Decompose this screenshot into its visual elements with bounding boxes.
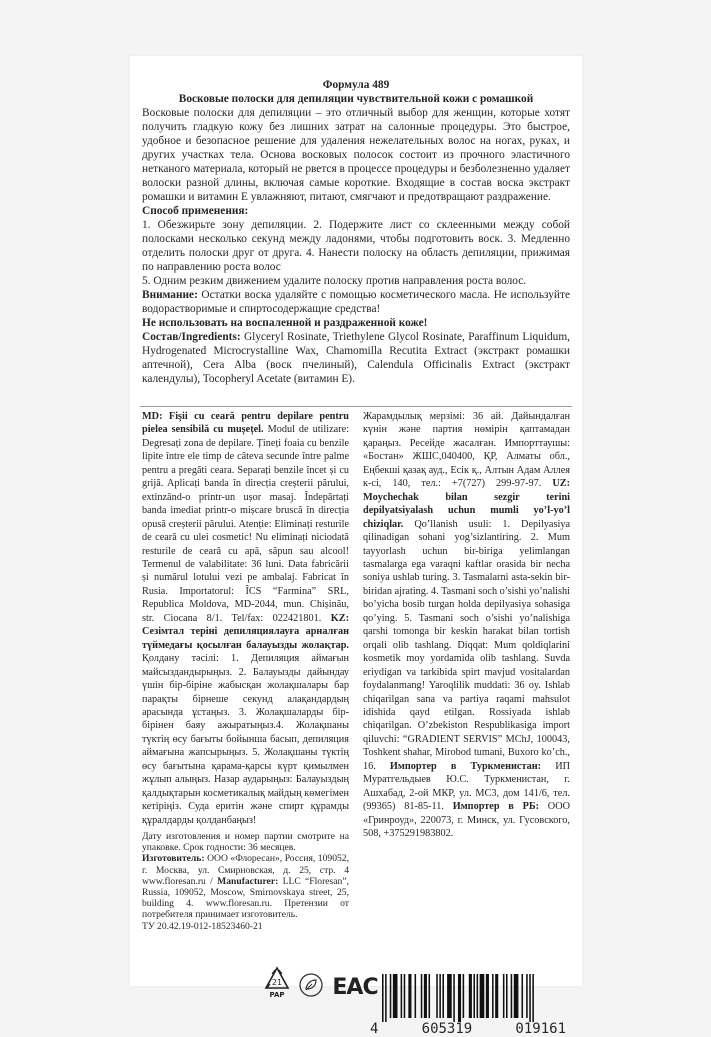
right-column [363,410,570,841]
product-label [130,56,582,1037]
barcode-bar [408,974,411,1018]
barcode-bar [473,974,475,1018]
section-divider [140,406,572,407]
usage-heading: Способ применения: [142,205,249,217]
barcode-bar [385,974,387,1022]
barcode-bar [463,974,465,1018]
md-heading: MD: Fişii cu ceară pentru depilare pentru pielea sensibilă cu mușețel. [142,411,349,436]
barcode-bar [477,974,479,1018]
ingredients-label: Состав/Ingredients: [142,331,241,343]
kz-text-continued: Жарамдылық мерзімі: 36 ай. Дайындалған күнін және партия нөмірін қаптамадан қараңыз. Ресейде жасалған. Импорттаушы: «Бостан» ЖШС,040400, ҚР, Алматы обл., Еңбекші қазақ ауд., Есік қ., Алтын Адам Аллея к-сі, 140, тел.: +7(727) 299-97-97. [363,411,570,490]
product-subtitle: Восковые полоски для депиляции чувствительной кожи с ромашкой [178,93,534,105]
certification-icons [264,966,378,998]
tm-importer-heading: Импортер в Туркменистан: [389,760,542,772]
barcode-bar [526,974,528,1018]
barcode-bar [442,974,444,1018]
by-importer-heading: Импортер в РБ: [452,801,540,813]
usage-step-5: 5. Одним резким движением удалите полоску против направления роста волос. [142,275,527,287]
barcode-bar [393,974,398,1018]
warning-paragraph [142,288,570,316]
usage-steps: 1. Обезжирьте зону депиляции. 2. Подержите лист со склеенными между собой полосками несколько секунд между ладонями, чтобы подготовить воск. 3. Медленно отделить полоски друг от друга. 4. Нанести полоску на область депиляции, прижимая по направлению роста волос [142,219,570,273]
barcode-bar [529,974,531,1022]
manufacturer-block [142,831,349,932]
barcode-bar [495,974,498,1018]
manufacturer-info [142,853,349,920]
warning-bold: Не использовать на воспаленной и раздраженной коже! [142,317,428,329]
barcode-bar [415,974,417,1018]
uz-heading: UZ: Moychechak bilan sezgir terini depilyatsiyalash uchun mumli yo’l-yo’l chiziqlar. [363,478,570,530]
manufacturer-text-en: LLC “Floresan”, Russia, 109052, Moscow, Smirnovskaya street, 25, building 4. www.floresan.ru. Претензии от потребителя принимает изготовитель. [142,875,350,921]
barcode-bar [424,974,427,1018]
tech-spec-code: ТУ 20.42.19-012-18523460-21 [142,920,263,932]
barcode-bar [447,974,452,1018]
manufacturer-label-en: Manufacturer: [217,875,279,887]
ingredients-text: Glyceryl Rosinate, Triethylene Glycol Rosinate, Paraffinum Liquidum, Hydrogenated Microcrystalline Wax, Chamomilla Recutita Extract (экстракт ромашки аптечной), Cera Alba (воск пчелиный), Calendula Officinalis Extract (экстракт календулы), Tocopheryl Acetate (витамин Е). [142,331,570,385]
barcode-bar [522,974,524,1018]
barcode-digit-prefix: 4 [370,1021,379,1037]
manufacturer-label: Изготовитель: [142,853,205,865]
eco-leaf-icon [298,972,324,998]
barcode [368,974,568,1037]
tm-importer-text: ИП Муратгельдыев Ю.С. Туркменистан, г. Ашхабад, 2-ой МКР, ул. МС3, дом 141/6, тел. (99365) 81-85-11. [363,760,570,813]
kz-text: Қолдану тәсілі: 1. Депиляция аймағын майсыздандырыңыз. 2. Балауызды дайындау үшін бір-біріне жабысқан жолақшалары бар парақты бірнеше секунд алақандардың арасында ұстаңыз. 3. Жолақшаларды бір-бірінен баяу ажыратыңыз.4. Жолақшаны түктің өсу бағыты бойынша басып, депиляция аймағына жапсырыңыз. 5. Жолақшаны түктің өсу бағытына қарама-қарсы күрт қимылмен жұлып алыңыз. Назар аударыңыз: Балауыздың қалдықтарын косметикалық майдың көмегімен кетіріңіз. Суда еритін және спирт құрамды құралдарды қолданбаңыз! [142,653,349,826]
barcode-bar [503,974,505,1018]
barcode-bar [404,974,406,1018]
barcode-bar [421,974,423,1018]
barcode-bar [480,974,485,1018]
product-title: Формула 489 [322,79,390,91]
md-text: Modul de utilizare: Degresați zona de depilare. Țineți foaia cu benzile lipite între ele timp de câteva secunde între palme pentru a pregăti ceara. Separați benzile încet și cu grijă. Aplicați banda în direcția creșterii părului, extinzând-o printr-un ușor masaj. Îndepărtați banda imediat printr-o mișcare bruscă în direcția opusă creșterii părului. Atenție: Eliminați resturile de ceară cu ulei cosmetic! Nu eliminați niciodată resturile de ceară cu apă, săpun sau alcool! Termenul de valabilitate: 36 luni. Data fabricării și numărul lotului vezi pe ambalaj. Fabricat în Rusia. Importatorul: ÎCS “Farmina” SRL, Republica Moldova, MD-2044, mun. Chișinău, str. Ciocana 8/1. Tel/fax: 022421801. [142,424,349,624]
barcode-bar [401,974,403,1018]
barcode-bar [458,974,461,1022]
barcode-bar [532,974,534,1022]
warning-text: Остатки воска удаляйте с помощью косметического масла. Не используйте водорастворимые и спиртосодержащие средства! [142,289,570,315]
barcode-bar [436,974,438,1018]
barcode-digits-right: 019161 [515,1021,566,1037]
product-description: Восковые полоски для депиляции – это отличный выбор для женщин, которые хотят получить гладкую кожу без лишних затрат на салонные процедуры. Это быстрое, удобное и безопасное решение для удаления нежелательных волос на ногах, руках, и других участках тела. Основа восковых полосок состоит из прочного эластичного нетканого материала, который не рвется в процессе процедуры и безболезненно удаляет волоски разной длины, включая самые короткие. Входящие в состав воска экстракт ромашки и витамин Е увлажняют, питают, смягчают и предотвращают раздражение. [142,107,570,203]
barcode-bar [486,974,489,1018]
barcode-bar [514,974,519,1018]
barcode-bar [390,974,392,1018]
barcode-bar [429,974,431,1018]
ingredients-paragraph [142,330,570,386]
manufacturer-text: ООО «Флоресан», Россия, 109052, г. Москва, ул. Смирновская, д. 25, стр. 4 www.floresan.ru / [142,853,349,887]
barcode-bar [382,974,384,1022]
recycle-icon [264,966,290,998]
russian-section [142,78,570,386]
barcode-bar [511,974,513,1018]
barcode-bar [492,974,494,1018]
by-importer-text: ООО «Гринроуд», 220073, г. Минск, ул. Гусовского, 508, +375291983802. [363,801,571,840]
barcode-number [368,1021,568,1037]
barcode-bar [453,974,455,1022]
barcode-bar [439,974,441,1018]
uz-text: Qo’llanish usuli: 1. Depilyasiya qilinadigan sohani yog’sizlantiring. 2. Mum tayyorlash uchun bir-biriga yelimlangan tasmalarga ega varaqni kaftlar orasida bir necha soniya ushlab turing. 3. Tasmalarni asta-sekin bir-biridan ajrating. 4. Tasmani soch o’sishi yo’nalishi bo’yicha bosib turgan holda depilyasiya sohasiga qo’ying. 5. Tasmani soch o’sishi yo’nalishiga qarshi tomonga bir keskin harakat bilan tortish orqali olib tashlang. Diqqat: Mum qoldiqlarini kosmetik moy yordamida olib tashlang. Suvda eriydigan va tarkibida spirt mavjud vositalardan foydalanmang! Yaroqlilik muddati: 36 oy. Ishlab chiqarilgan sana va partiya raqami mahsulot idishida qayd etilgan. Rossiyada ishlab chiqarilgan. O’zbekiston Respublikasiga import qiluvchi: “GRADIENT SERVIS” MChJ, 100043, Toshkent shahar, Mirobod tumani, Buxoro ko’ch., 16. [363,518,570,772]
recycle-code: 21 [271,978,283,987]
barcode-digits-left: 605319 [421,1021,473,1037]
shelf-life-note: Дату изготовления и номер партии смотрите на упаковке. Срок годности: 36 месяцев. [142,831,349,854]
left-column [142,410,349,827]
barcode-bar [506,974,508,1018]
pap-label: PAP [269,991,285,998]
barcode-bar [469,974,472,1018]
barcode-bars [368,974,568,1022]
warning-label: Внимание: [142,289,198,301]
kz-heading: KZ: Сезімтал теріні депиляциялауға арналған түймедағы қосылған балауызды жолақтар. [142,612,349,651]
eac-label: ЕАС [332,975,378,998]
